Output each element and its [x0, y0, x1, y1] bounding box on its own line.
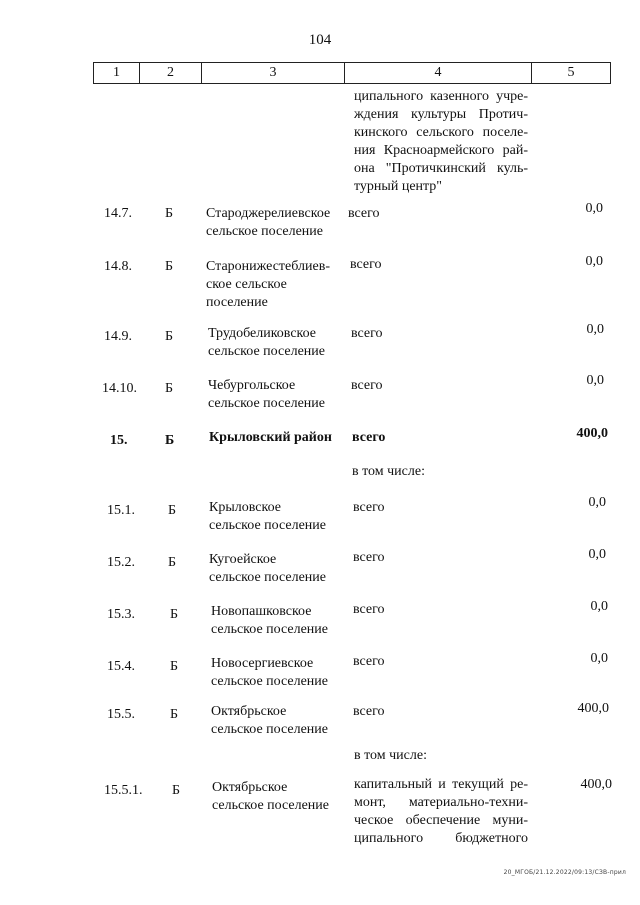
header-col-5: 5 — [531, 63, 610, 83]
row-description: всего — [351, 326, 383, 341]
row-value: 400,0 — [577, 701, 609, 716]
row-category: Б — [165, 381, 174, 396]
row-name-line: сельское поселение — [206, 224, 323, 239]
row-category: Б — [172, 783, 181, 798]
row-value: 0,0 — [585, 201, 603, 216]
row-category: Б — [165, 259, 174, 274]
row-name-line: сельское поселение — [211, 722, 328, 737]
row-value: 0,0 — [588, 495, 606, 510]
page-number: 104 — [308, 32, 332, 48]
header-col-4: 4 — [344, 63, 531, 83]
description-line: монт, материально-техни- — [354, 795, 528, 810]
row-name — [206, 205, 330, 241]
row-number: 14.10. — [102, 381, 137, 396]
row-name — [208, 377, 325, 413]
header-col-2: 2 — [139, 63, 201, 83]
subtotal-label: в том числе: — [352, 464, 425, 479]
row-name — [206, 258, 330, 312]
row-number: 15. — [110, 433, 128, 448]
continuation-text — [354, 88, 528, 196]
continuation-line: она "Протичкинский куль- — [354, 161, 528, 176]
description-line: ческое обеспечение муни- — [354, 813, 528, 828]
row-name-line: Новопашковское — [211, 604, 312, 619]
subtotal-label: в том числе: — [354, 748, 427, 763]
row-value: 0,0 — [585, 254, 603, 269]
row-value: 400,0 — [580, 777, 612, 792]
row-number: 15.3. — [107, 607, 135, 622]
row-name-line: Чебургольское — [208, 378, 296, 393]
description-line: ципального бюджетного — [354, 831, 528, 846]
continuation-line: ния Красноармейского рай- — [354, 143, 528, 158]
row-description: всего — [348, 206, 380, 221]
row-description: всего — [353, 500, 385, 515]
row-value: 400,0 — [576, 426, 608, 441]
row-name-line: поселение — [206, 295, 268, 310]
row-name-line: Новосергиевское — [211, 656, 314, 671]
row-description: всего — [353, 602, 385, 617]
row-name — [209, 551, 326, 587]
row-description — [354, 776, 528, 848]
row-category: Б — [170, 659, 179, 674]
footer-stamp: 20_МГОБ/21.12.2022/09:13/СЗВ-прил — [503, 869, 626, 876]
continuation-line: ципального казенного учре- — [354, 89, 528, 104]
row-name — [212, 779, 329, 815]
row-number: 15.5.1. — [104, 783, 143, 798]
row-name-line: сельское поселение — [208, 396, 325, 411]
row-number: 15.1. — [107, 503, 135, 518]
row-name: Крыловский район — [209, 430, 332, 445]
row-name — [208, 325, 325, 361]
row-number: 14.9. — [104, 329, 132, 344]
row-name-line: Староджерелиевское — [206, 206, 331, 221]
row-category: Б — [165, 329, 174, 344]
row-category: Б — [170, 707, 179, 722]
row-description: всего — [353, 550, 385, 565]
row-description: всего — [351, 378, 383, 393]
row-name-line: сельское поселение — [209, 570, 326, 585]
header-col-1: 1 — [113, 65, 120, 80]
row-name-line: Октябрьское — [212, 780, 288, 795]
continuation-line: кинского сельского поселе- — [354, 125, 528, 140]
row-number: 14.7. — [104, 206, 132, 221]
row-number: 15.2. — [107, 555, 135, 570]
table-header — [93, 62, 611, 84]
row-category: Б — [168, 503, 177, 518]
row-name-line: Кугоейское — [209, 552, 277, 567]
row-category: Б — [168, 555, 177, 570]
row-name-line: Старонижестеблиев- — [206, 259, 330, 274]
row-name-line: сельское поселение — [211, 674, 328, 689]
continuation-line: ждения культуры Протич- — [354, 107, 528, 122]
row-name-line: Октябрьское — [211, 704, 287, 719]
row-value: 0,0 — [588, 547, 606, 562]
row-name — [209, 499, 326, 535]
row-value: 0,0 — [586, 322, 604, 337]
row-category: Б — [170, 607, 179, 622]
row-name — [211, 603, 328, 639]
row-name-line: Крыловское — [209, 500, 281, 515]
row-name-line: сельское поселение — [212, 798, 329, 813]
row-number: 15.4. — [107, 659, 135, 674]
row-name-line: ское сельское — [206, 277, 287, 292]
description-line: капитальный и текущий ре- — [354, 777, 528, 792]
row-number: 15.5. — [107, 707, 135, 722]
row-category: Б — [165, 433, 175, 448]
row-value: 0,0 — [590, 599, 608, 614]
header-col-3: 3 — [201, 63, 344, 83]
row-name — [211, 655, 328, 691]
row-name — [211, 703, 328, 739]
continuation-line: турный центр" — [354, 179, 443, 194]
row-description: всего — [353, 704, 385, 719]
row-name-line: сельское поселение — [209, 518, 326, 533]
row-name-line: сельское поселение — [211, 622, 328, 637]
row-description: всего — [353, 654, 385, 669]
row-category: Б — [165, 206, 174, 221]
row-description: всего — [352, 430, 386, 445]
row-number: 14.8. — [104, 259, 132, 274]
row-value: 0,0 — [590, 651, 608, 666]
row-name-line: Трудобеликовское — [208, 326, 317, 341]
row-description: всего — [350, 257, 382, 272]
row-name-line: сельское поселение — [208, 344, 325, 359]
row-value: 0,0 — [586, 373, 604, 388]
